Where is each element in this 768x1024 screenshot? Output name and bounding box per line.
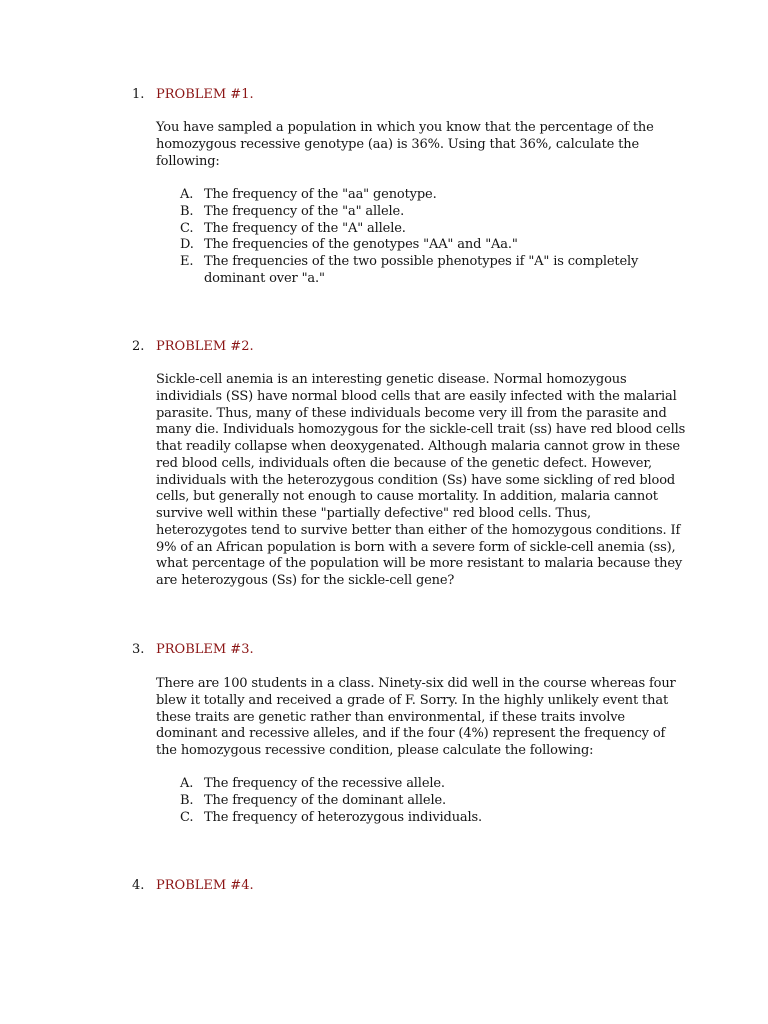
question-list: [180, 776, 660, 826]
paragraph-line: homozygous recessive genotype (aa) is 36%. Using that 36%, calculate the: [156, 136, 640, 152]
item-text: The frequency of the "A" allele.: [204, 220, 406, 236]
item-text: The frequency of heterozygous individuals.: [204, 809, 483, 825]
problem-number: 3.: [132, 642, 145, 657]
item-text: The frequencies of the genotypes "AA" and "Aa.": [204, 237, 518, 253]
paragraph-line: red blood cells, individuals often die because of the genetic defect. However,: [156, 455, 652, 471]
list-item: [180, 793, 660, 810]
list-item: [180, 254, 660, 288]
list-item: [180, 810, 660, 827]
item-letter: A.: [180, 187, 194, 202]
list-item: [180, 204, 660, 221]
paragraph-line: many die. Individuals homozygous for the sickle-cell trait (ss) have red blood cells: [156, 422, 686, 438]
paragraph-line: individials (SS) have normal blood cells that are easily infected with the malarial: [156, 388, 677, 404]
paragraph-line: the homozygous recessive condition, please calculate the following:: [156, 743, 594, 758]
paragraph-line: dominant and recessive alleles, and if the four (4%) represent the frequency of: [156, 726, 666, 742]
paragraph-line: heterozygotes tend to survive better than either of the homozygous conditions. If: [156, 522, 681, 538]
paragraph-line: survive well within these "partially defective" red blood cells. Thus,: [156, 506, 591, 521]
problem-title: PROBLEM #4.: [156, 878, 254, 893]
paragraph-line: cells, but generally not enough to cause mortality. In addition, malaria cannot: [156, 489, 658, 505]
paragraph-line: following:: [156, 153, 220, 169]
problem-title: PROBLEM #1.: [156, 87, 254, 102]
problem-number: 2.: [132, 339, 145, 354]
paragraph-line: these traits are genetic rather than environmental, if these traits involve: [156, 709, 625, 725]
paragraph-line: are heterozygous (Ss) for the sickle-cell gene?: [156, 573, 455, 588]
list-item: [180, 776, 660, 793]
item-letter: A.: [180, 776, 194, 791]
problem-heading: [132, 86, 254, 104]
item-text: The frequency of the recessive allele.: [204, 776, 445, 791]
item-letter: E.: [180, 254, 194, 269]
paragraph-line: what percentage of the population will be more resistant to malaria because they: [156, 556, 683, 572]
paragraph-line: There are 100 students in a class. Ninety-six did well in the course whereas four: [156, 676, 676, 691]
item-letter: B.: [180, 792, 194, 808]
problem-paragraph: [156, 372, 716, 590]
paragraph-line: You have sampled a population in which you know that the percentage of the: [156, 120, 654, 135]
item-letter: B.: [180, 203, 194, 219]
problem-title: PROBLEM #2.: [156, 339, 254, 354]
paragraph-line: 9% of an African population is born with a severe form of sickle-cell anemia (ss),: [156, 539, 676, 555]
problem-title: PROBLEM #3.: [156, 642, 254, 657]
item-letter: C.: [180, 809, 194, 825]
item-text: The frequency of the dominant allele.: [204, 792, 446, 808]
problem-paragraph: [156, 120, 716, 170]
item-letter: D.: [180, 237, 194, 253]
problem-heading: [132, 877, 254, 895]
item-letter: C.: [180, 220, 194, 236]
item-text: The frequencies of the two possible phenotypes if "A" is completely: [204, 254, 639, 269]
paragraph-line: blew it totally and received a grade of F. Sorry. In the highly unlikely event that: [156, 692, 669, 708]
paragraph-line: Sickle-cell anemia is an interesting genetic disease. Normal homozygous: [156, 372, 627, 387]
problem-number: 4.: [132, 878, 145, 893]
paragraph-line: individuals with the heterozygous condition (Ss) have some sickling of red blood: [156, 472, 676, 488]
item-text: The frequency of the "aa" genotype.: [204, 187, 437, 202]
item-text: dominant over "a.": [204, 270, 325, 286]
problem-heading: [132, 338, 254, 356]
list-item: [180, 221, 660, 238]
item-text: The frequency of the "a" allele.: [204, 203, 405, 219]
question-list: [180, 187, 660, 288]
problem-paragraph: [156, 676, 716, 760]
problem-heading: [132, 641, 254, 659]
list-item: [180, 187, 660, 204]
paragraph-line: parasite. Thus, many of these individuals become very ill from the parasite and: [156, 405, 667, 421]
list-item: [180, 237, 660, 254]
paragraph-line: that readily collapse when deoxygenated. Although malaria cannot grow in these: [156, 439, 680, 454]
problem-number: 1.: [132, 87, 145, 102]
